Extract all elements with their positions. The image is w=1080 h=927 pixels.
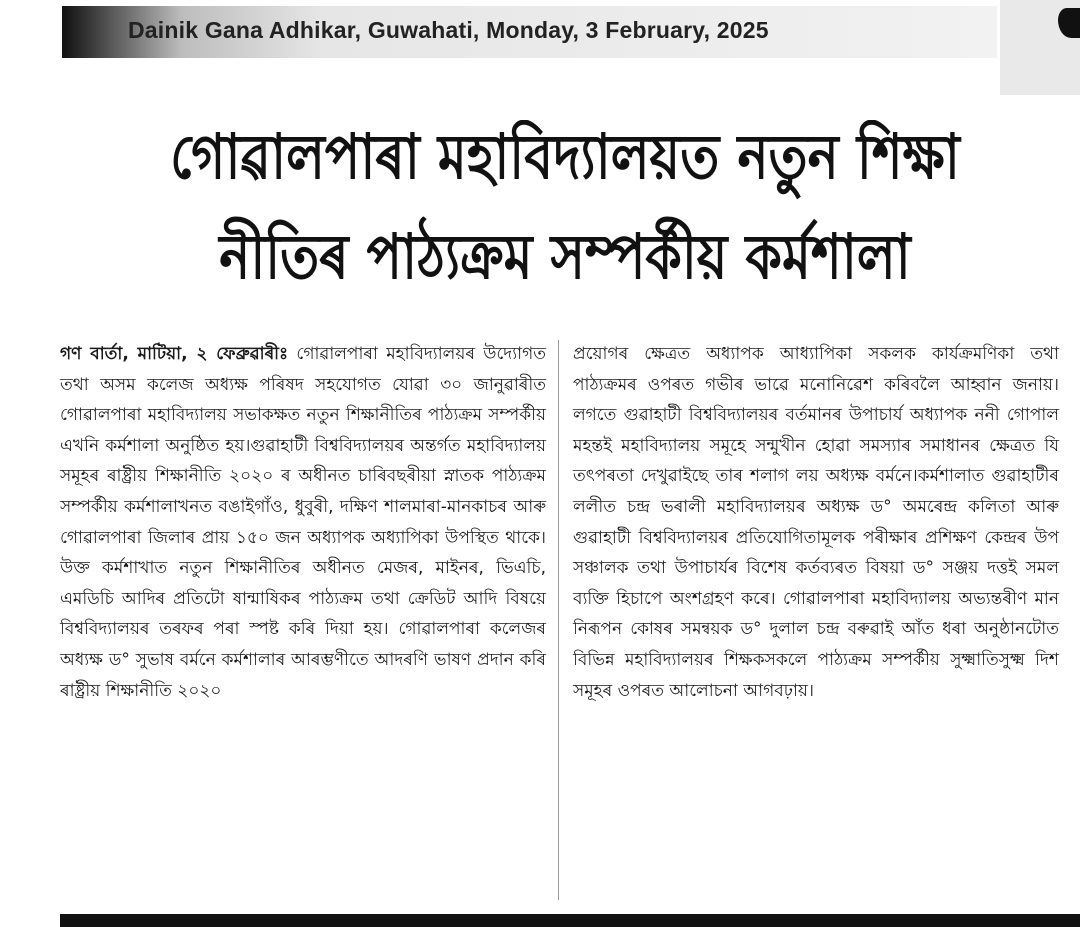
right-column-body: প্ৰয়োগৰ ক্ষেত্ৰত অধ্যাপক আধ্যাপিকা সকলক কাৰ্যক্ৰমণিকা তথা পাঠ্যক্ৰমৰ ওপৰত গভীৰ ভাৱে মনোনিৱেশ কৰিবলৈ আহ্বান জনায়।লগতে গুৱাহাটী বিশ্ববিদ্যালয়ৰ বৰ্তমানৰ উপাচাৰ্য অধ্যাপক ননী গোপাল মহন্তই মহাবিদ্যালয় সমূহে সন্মুখীন হোৱা সমস্যাৰ সমাধানৰ ক্ষেত্ৰত যি তৎপৰতা দেখুৱাইছে তাৰ শলাগ লয় অধ্যক্ষ বৰ্মনে।কৰ্মশালাত গুৱাহাটীৰ ললীত চন্দ্ৰ ভৰালী মহাবিদ্যালয়ৰ অধ্যক্ষ ড° অমৰেন্দ্ৰ কলিতা আৰু গুৱাহাটী বিশ্ববিদ্যালয়ৰ প্ৰতিযোগিতামূলক পৰীক্ষাৰ প্ৰশিক্ষণ কেন্দ্ৰৰ উপ সঞ্চালক তথা উপাচাৰ্যৰ বিশেষ কৰ্তব্যৰত বিষয়া ড° সঞ্জয় দত্তই সমল ব্যক্তি হিচাপে অংশগ্ৰহণ কৰে। গোৱালপাৰা মহাবিদ্যালয় অভ্যন্তৰীণ মান নিৰূপন কোষৰ সমন্বয়ক ড° দুলাল চন্দ্ৰ বৰুৱাই আঁত ধৰা অনুষ্ঠানটোত বিভিন্ন মহাবিদ্যালয়ৰ শিক্ষকসকলে পাঠ্যক্ৰম সম্পৰ্কীয় সুক্ষ্মাতিসুক্ষ্ম দিশ সমূহৰ ওপৰত আলোচনা আগবঢ়ায়।	[573, 344, 1059, 701]
masthead-text: Dainik Gana Adhikar, Guwahati, Monday, 3 February, 2025	[128, 17, 769, 43]
article-text-left	[60, 339, 546, 706]
left-column-body: গোৱালপাৰা মহাবিদ্যালয়ৰ উদ্যোগত তথা অসম কলেজ অধ্যক্ষ পৰিষদ সহযোগত যোৱা ৩০ জানুৱাৰীত গোৱালপাৰা মহাবিদ্যালয় সভাকক্ষত নতুন শিক্ষানীতিৰ পাঠ্যক্ৰম সম্পৰ্কীয় এখনি কৰ্মশালা অনুষ্ঠিত হয়।গুৱাহাটী বিশ্ববিদ্যালয়ৰ অন্তৰ্গত মহাবিদ্যালয় সমূহৰ ৰাষ্ট্ৰীয় শিক্ষানীতি ২০২০ ৰ অধীনত চাৰিবছৰীয়া স্নাতক পাঠ্যক্ৰম সম্পৰ্কীয় কৰ্মশালাখনত বঙাইগাঁও, ধুবুৰী, দক্ষিণ শালমাৰা-মানকাচৰ আৰু গোৱালপাৰা জিলাৰ প্ৰায় ১৫০ জন অধ্যাপক অধ্যাপিকা উপস্থিত থাকে। উক্ত কৰ্মশাখাত নতুন শিক্ষানীতিৰ অধীনত মেজৰ, মাইনৰ, ভিএচি, এমডিচি আদিৰ প্ৰতিটো ষান্মাষিকৰ পাঠ্যক্ৰম তথা ক্ৰেডিট আদি বিষয়ে বিশ্ববিদ্যালয়ৰ তৰফৰ পৰা স্পষ্ট কৰি দিয়া হয়। গোৱালপাৰা কলেজৰ অধ্যক্ষ ড° সুভাষ বৰ্মনে কৰ্মশালাৰ আৰম্ভণীতে আদৰণি ভাষণ প্ৰদান কৰি ৰাষ্ট্ৰীয় শিক্ষানীতি ২০২০	[60, 344, 546, 701]
column-divider	[558, 340, 559, 900]
article-column-right	[573, 339, 1059, 706]
headline-line-2: নীতিৰ পাঠ্যক্ৰম সম্পৰ্কীয় কৰ্মশালা	[219, 220, 911, 293]
dateline: গণ বাৰ্তা, মাটিয়া, ২ ফেব্ৰুৱাৰীঃ	[60, 344, 289, 364]
bottom-rule	[60, 914, 1080, 927]
article-column-left	[60, 339, 546, 706]
headline-line-1: গোৱালপাৰা মহাবিদ্যালয়ত নতুন শিক্ষা	[170, 120, 960, 193]
